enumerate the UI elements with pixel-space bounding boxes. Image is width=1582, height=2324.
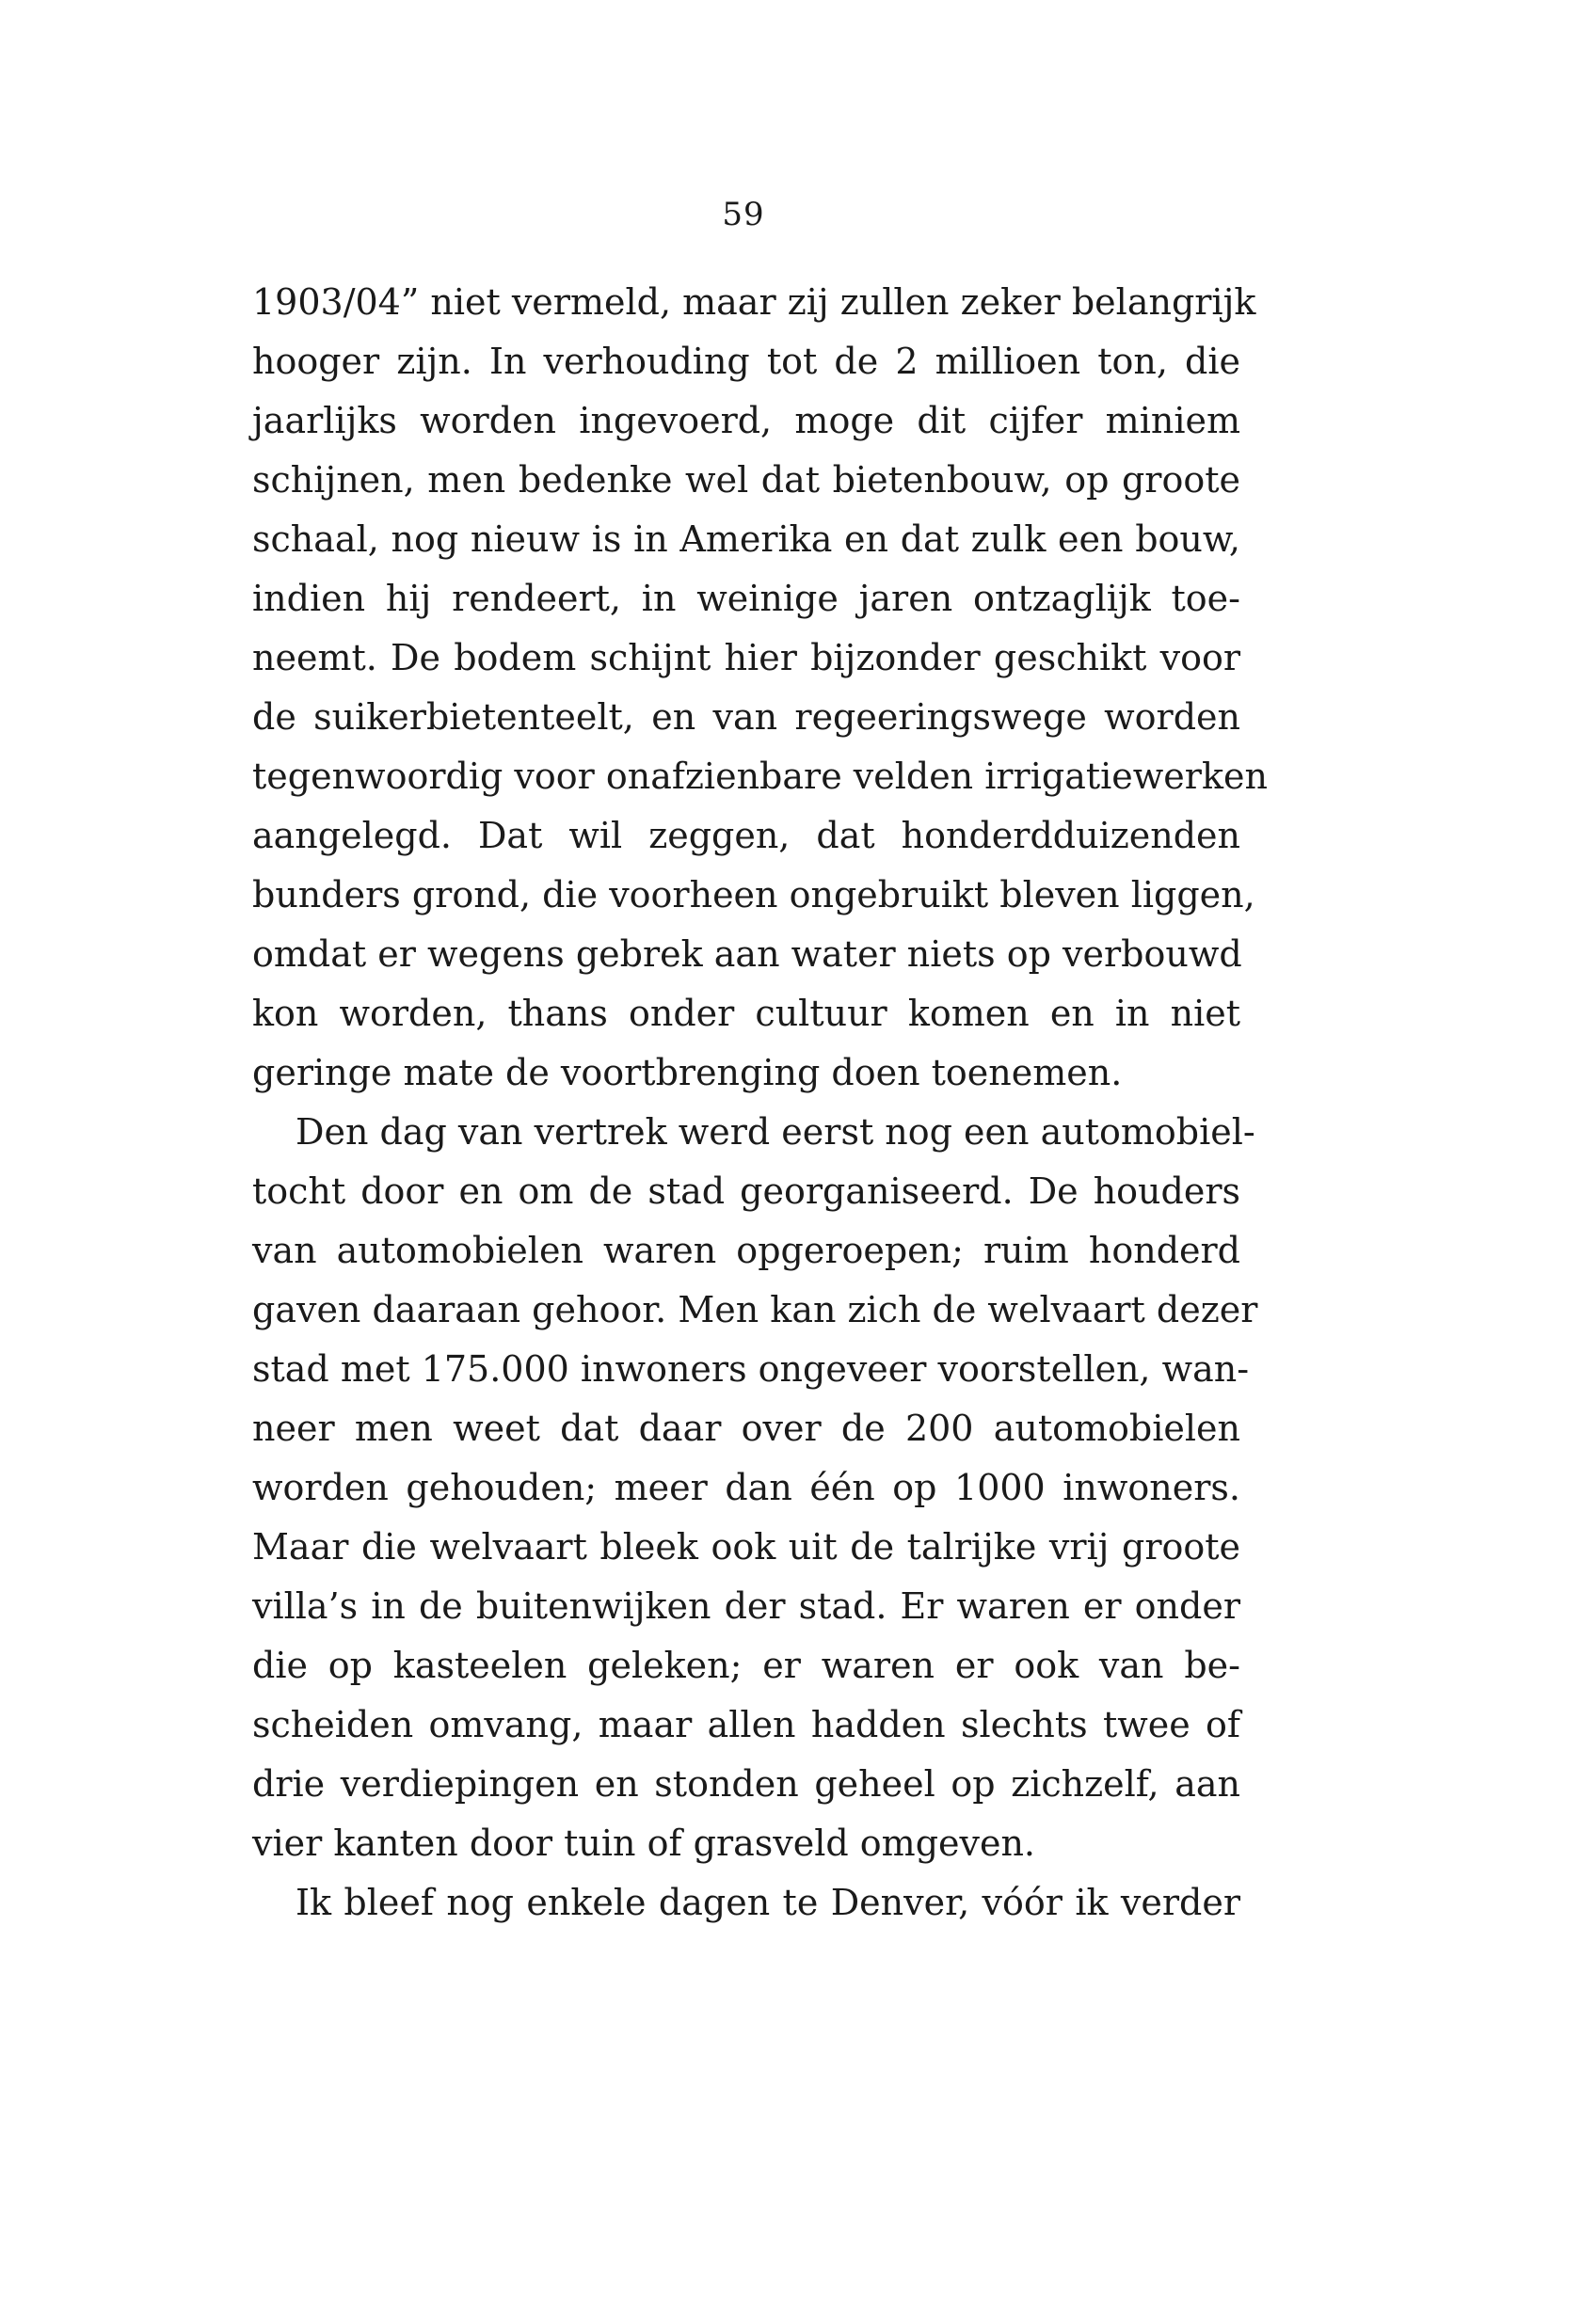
text-line: vier kanten door tuin of grasveld omgeven. xyxy=(252,1823,1036,1864)
text-line: Ik bleef nog enkele dagen te Denver, vóór ik verder xyxy=(296,1882,1240,1923)
text-line: aangelegd. Dat wil zeggen, dat honderdduizenden xyxy=(252,815,1240,856)
text-line: indien hij rendeert, in weinige jaren ontzaglijk toe- xyxy=(252,578,1240,619)
text-line: bunders grond, die voorheen ongebruikt bleven liggen, xyxy=(252,874,1255,915)
body-text xyxy=(252,273,1268,1933)
text-line: villa’s in de buitenwijken der stad. Er waren er onder xyxy=(252,1585,1240,1627)
text-line: drie verdiepingen en stonden geheel op zichzelf, aan xyxy=(252,1763,1240,1805)
text-line: stad met 175.000 inwoners ongeveer voorstellen, wan- xyxy=(252,1348,1250,1390)
text-line: worden gehouden; meer dan één op 1000 inwoners. xyxy=(252,1467,1240,1508)
text-line: gaven daaraan gehoor. Men kan zich de welvaart dezer xyxy=(252,1289,1258,1330)
text-line: jaarlijks worden ingevoerd, moge dit cijfer miniem xyxy=(252,400,1240,441)
paragraph-1 xyxy=(252,273,1268,1103)
text-line: schaal, nog nieuw is in Amerika en dat zulk een bouw, xyxy=(252,518,1240,560)
text-line: schijnen, men bedenke wel dat bietenbouw, op groote xyxy=(252,459,1240,501)
text-line: geringe mate de voortbrenging doen toenemen. xyxy=(252,1052,1123,1093)
paragraph-3 xyxy=(252,1873,1240,1933)
text-line: omdat er wegens gebrek aan water niets op verbouwd xyxy=(252,933,1242,975)
page-number: 59 xyxy=(722,196,765,233)
text-line: scheiden omvang, maar allen hadden slechts twee of xyxy=(252,1704,1240,1745)
text-line: de suikerbietenteelt, en van regeeringswege worden xyxy=(252,696,1240,738)
paragraph-2 xyxy=(252,1103,1258,1873)
text-line: tocht door en om de stad georganiseerd. De houders xyxy=(252,1170,1240,1212)
text-line: Maar die welvaart bleek ook uit de talrijke vrij groote xyxy=(252,1526,1240,1568)
text-line: Den dag van vertrek werd eerst nog een automobiel- xyxy=(296,1111,1255,1153)
text-line: tegenwoordig voor onafzienbare velden irrigatiewerken xyxy=(252,756,1268,797)
text-line: kon worden, thans onder cultuur komen en in niet xyxy=(252,993,1240,1034)
text-line: 1903/04” niet vermeld, maar zij zullen zeker belangrijk xyxy=(252,281,1256,323)
text-line: neemt. De bodem schijnt hier bijzonder geschikt voor xyxy=(252,637,1240,678)
text-line: hooger zijn. In verhouding tot de 2 millioen ton, die xyxy=(252,341,1240,382)
text-line: neer men weet dat daar over de 200 automobielen xyxy=(252,1408,1240,1449)
text-line: die op kasteelen geleken; er waren er ook van be- xyxy=(252,1645,1240,1686)
text-line: van automobielen waren opgeroepen; ruim honderd xyxy=(252,1230,1240,1271)
